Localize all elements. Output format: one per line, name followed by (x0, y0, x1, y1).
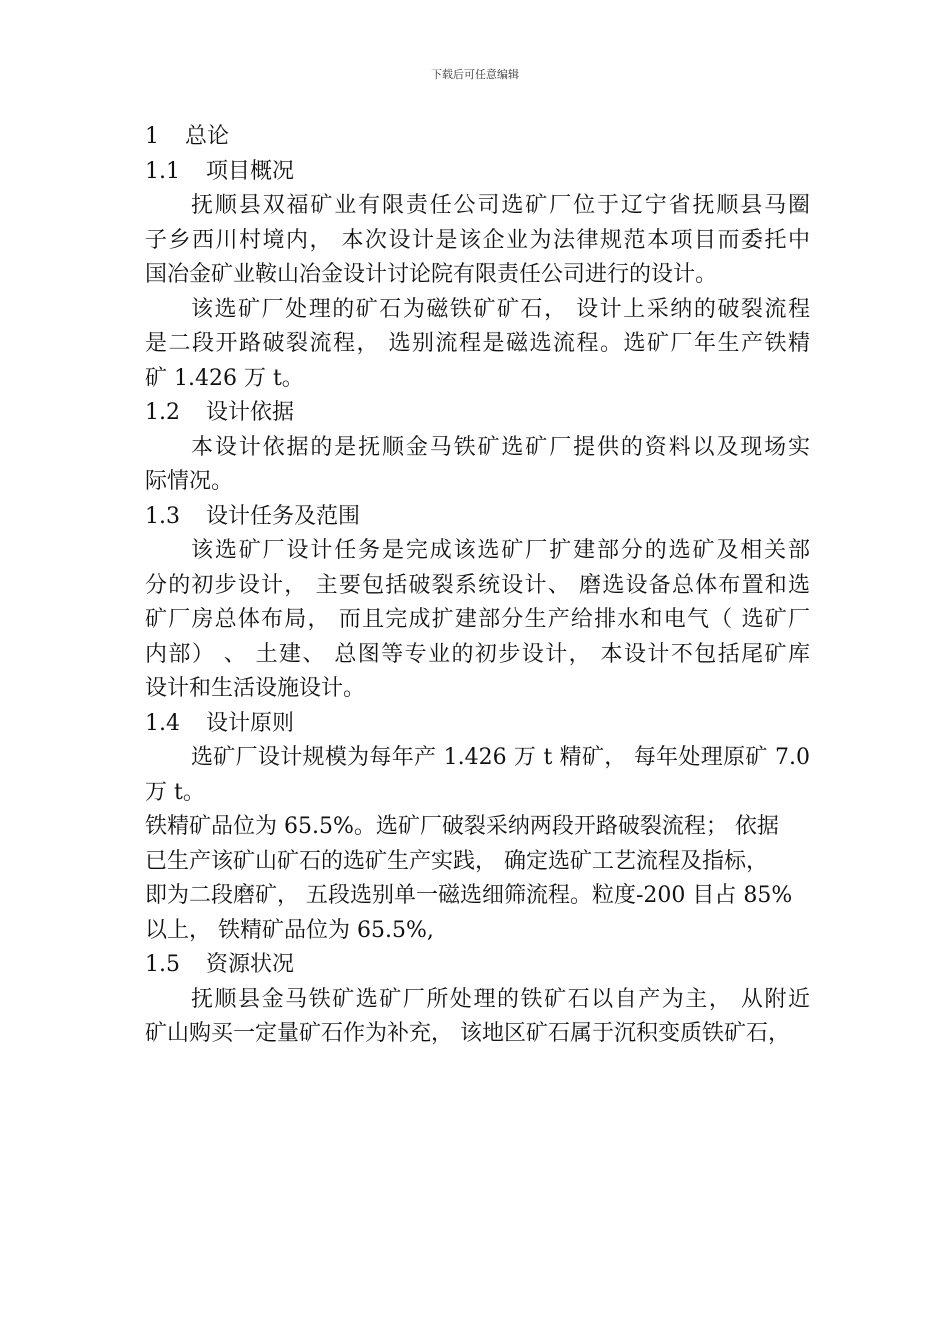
section-number: 1.2 (145, 400, 180, 425)
paragraph-line: 矿山购买一定量矿石作为补充， 该地区矿石属于沉积变质铁矿石， (145, 1021, 790, 1046)
paragraph-line: 已生产该矿山矿石的选矿生产实践， 确定选矿工艺流程及指标， (145, 848, 768, 874)
section-title: 项目概况 (206, 158, 295, 184)
document-body (145, 120, 810, 1052)
section-number: 1.4 (145, 710, 180, 736)
paragraph-line: 选矿厂设计规模为每年产 1.426 万 t 精矿， 每年处理原矿 7.0 (191, 745, 810, 770)
section-number: 1 (145, 124, 159, 149)
page-header: 下载后可任意编辑 (431, 68, 519, 81)
section-title: 资源状况 (206, 952, 295, 977)
section-title: 设计依据 (206, 400, 295, 425)
paragraph-line: 子乡西川村境内， 本次设计是该企业为法律规范本项目而委托中 (145, 227, 810, 253)
paragraph-line: 分的初步设计， 主要包括破裂系统设计、 磨选设备总体布置和选 (145, 572, 810, 598)
paragraph-line: 抚顺县金马铁矿选矿厂所处理的铁矿石以自产为主， 从附近 (191, 986, 810, 1012)
section-heading (145, 500, 810, 535)
paragraph-line: 矿 1.426 万 t。 (145, 365, 304, 391)
paragraph-line: 即为二段磨矿， 五段选别单一磁选细筛流程。粒度-200 目占 85% (145, 883, 793, 908)
paragraph-line: 以上， 铁精矿品位为 65.5%, (145, 917, 434, 943)
paragraph-line: 万 t。 (145, 779, 205, 805)
paragraph-line: 国冶金矿业鞍山冶金设计讨论院有限责任公司进行的设计。 (145, 262, 718, 287)
paragraph-line: 际情况。 (145, 469, 234, 494)
section-heading (145, 155, 810, 190)
section-title: 设计原则 (206, 710, 295, 736)
section-number: 1.3 (145, 503, 180, 529)
section-title: 设计任务及范围 (206, 503, 361, 529)
paragraph-line: 抚顺县双福矿业有限责任公司选矿厂位于辽宁省抚顺县马圈 (191, 193, 810, 218)
section-heading (145, 707, 810, 742)
section-number: 1.5 (145, 952, 180, 977)
paragraph-line: 该选矿厂设计任务是完成该选矿厂扩建部分的选矿及相关部 (191, 538, 810, 563)
section-heading (145, 396, 810, 431)
paragraph-line: 设计和生活设施设计。 (145, 676, 366, 701)
paragraph-line: 铁精矿品位为 65.5%。选矿厂破裂采纳两段开路破裂流程； 依据 (145, 814, 779, 839)
section-heading (145, 948, 810, 983)
section-title: 总论 (185, 124, 230, 149)
paragraph-line: 内部） 、 土建、 总图等专业的初步设计， 本设计不包括尾矿库 (145, 641, 810, 667)
paragraph-line: 是二段开路破裂流程， 选别流程是磁选流程。选矿厂年生产铁精 (145, 331, 810, 356)
paragraph-line: 本设计依据的是抚顺金马铁矿选矿厂提供的资料以及现场实 (191, 434, 810, 460)
paragraph-line: 矿厂房总体布局， 而且完成扩建部分生产给排水和电气（ 选矿厂 (145, 607, 810, 632)
paragraph-line: 该选矿厂处理的矿石为磁铁矿矿石， 设计上采纳的破裂流程 (191, 296, 810, 322)
section-heading (145, 120, 810, 155)
section-number: 1.1 (145, 158, 180, 184)
